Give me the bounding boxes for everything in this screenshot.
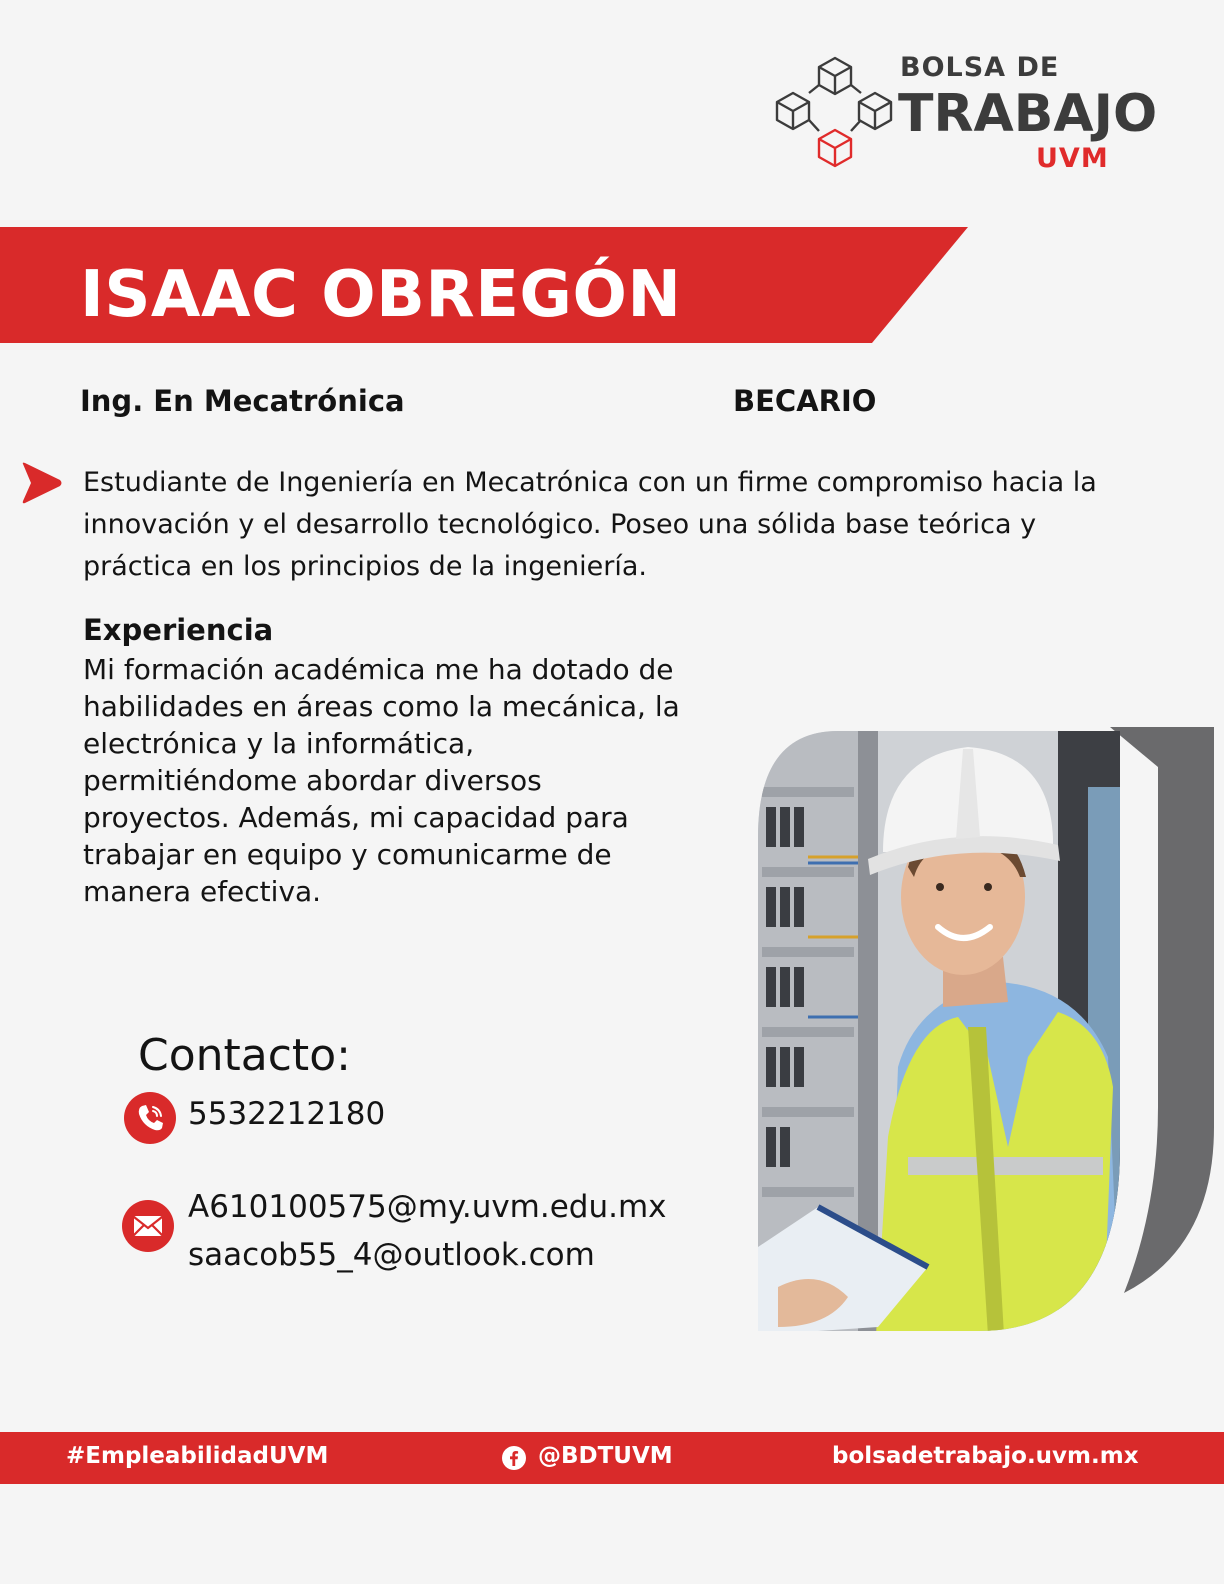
- facebook-icon: [502, 1446, 526, 1470]
- logo-cube-bottom: [819, 130, 851, 166]
- footer-social-handle[interactable]: @BDTUVM: [538, 1443, 673, 1469]
- experience-text: Mi formación académica me ha dotado de habilidades en áreas como la mecánica, la electrónica y la informática, permitiéndome abordar diversos proyectos. Además, mi capacidad para trabajar en equipo y comunicarme de manera efectiva.: [83, 653, 680, 908]
- logo-cube-left: [777, 93, 809, 129]
- logo-line-1: BOLSA DE: [900, 52, 1060, 83]
- mail-icon: [121, 1199, 175, 1253]
- logo-line-3: UVM: [1036, 143, 1109, 174]
- logo-line-2: TRABAJO: [898, 84, 1158, 144]
- footer-hashtag[interactable]: #EmpleabilidadUVM: [66, 1443, 329, 1469]
- contact-title: Contacto:: [138, 1030, 351, 1081]
- candidate-status: BECARIO: [733, 384, 877, 418]
- arrow-right-icon: [20, 461, 64, 505]
- experience-title: Experiencia: [83, 613, 274, 647]
- logo-cube-top: [819, 58, 851, 94]
- phone-number[interactable]: 5532212180: [188, 1096, 386, 1132]
- candidate-degree: Ing. En Mecatrónica: [80, 384, 405, 418]
- email-secondary[interactable]: saacob55_4@outlook.com: [188, 1237, 595, 1273]
- summary-text: Estudiante de Ingeniería en Mecatrónica con un firme compromiso hacia la innovación y el desarrollo tecnológico. Poseo una sólida base teórica y práctica en los principios de la ingeniería.: [83, 467, 1097, 582]
- candidate-name: ISAAC OBREGÓN: [80, 258, 682, 332]
- phone-icon: [123, 1091, 177, 1145]
- logo-cube-right: [859, 93, 891, 129]
- footer-website-link[interactable]: bolsadetrabajo.uvm.mx: [832, 1443, 1139, 1469]
- candidate-photo: [758, 727, 1216, 1335]
- email-primary[interactable]: A610100575@my.uvm.edu.mx: [188, 1189, 667, 1225]
